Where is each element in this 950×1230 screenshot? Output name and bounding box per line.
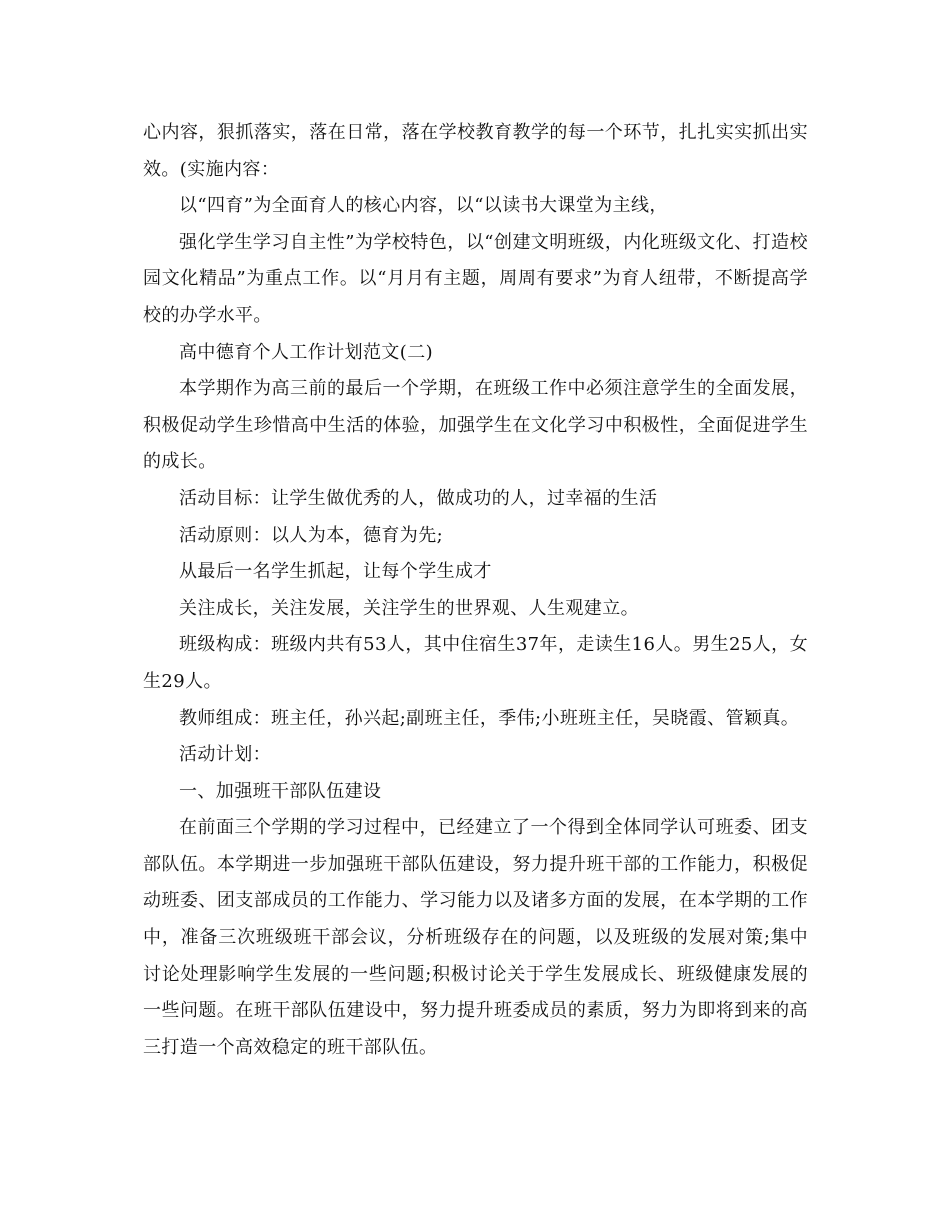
paragraph-focus-growth: 关注成长，关注发展，关注学生的世界观、人生观建立。 bbox=[179, 597, 639, 619]
section-heading-plan-two: 高中德育个人工作计划范文(二) bbox=[179, 341, 434, 363]
paragraph-activity-goal: 活动目标：让学生做优秀的人，做成功的人，过幸福的生活 bbox=[179, 487, 658, 509]
paragraph-teacher-composition: 教师组成：班主任，孙兴起;副班主任，季伟;小班班主任，吴晓霞、管颖真。 bbox=[179, 707, 800, 729]
paragraph-continuation: 心内容，狠抓落实，落在日常，落在学校教育教学的每一个环节，扎扎实实抓出实效。(实施内容： bbox=[143, 122, 808, 180]
paragraph-semester-intro: 本学期作为高三前的最后一个学期，在班级工作中必须注意学生的全面发展，积极促动学生珍惜高中生活的体验，加强学生在文化学习中积极性，全面促进学生的成长。 bbox=[143, 378, 808, 473]
paragraph-four-education: 以“四育”为全面育人的核心内容，以“以读书大课堂为主线， bbox=[179, 195, 668, 217]
paragraph-every-student: 从最后一名学生抓起，让每个学生成才 bbox=[179, 561, 492, 583]
document-body bbox=[143, 115, 808, 1066]
section-heading-class-cadre: 一、加强班干部队伍建设 bbox=[179, 780, 382, 802]
paragraph-activity-plan-label: 活动计划： bbox=[179, 744, 271, 766]
paragraph-school-feature: 强化学生学习自主性”为学校特色，以“创建文明班级，内化班级文化、打造校园文化精品”为重点工作。以“月月有主题，周周有要求”为育人纽带，不断提高学校的办学水平。 bbox=[143, 231, 808, 326]
paragraph-class-composition: 班级构成：班级内共有53人，其中住宿生37年，走读生16人。男生25人，女生29人。 bbox=[143, 634, 808, 692]
paragraph-class-cadre-details: 在前面三个学期的学习过程中，已经建立了一个得到全体同学认可班委、团支部队伍。本学期进一步加强班干部队伍建设，努力提升班干部的工作能力，积极促动班委、团支部成员的工作能力、学习能力以及诸多方面的发展，在本学期的工作中，准备三次班级班干部会议，分析班级存在的问题，以及班级的发展对策;集中讨论处理影响学生发展的一些问题;积极讨论关于学生发展成长、班级健康发展的一些问题。在班干部队伍建设中，努力提升班委成员的素质，努力为即将到来的高三打造一个高效稳定的班干部队伍。 bbox=[143, 817, 808, 1058]
paragraph-activity-principle: 活动原则：以人为本，德育为先; bbox=[179, 524, 444, 546]
